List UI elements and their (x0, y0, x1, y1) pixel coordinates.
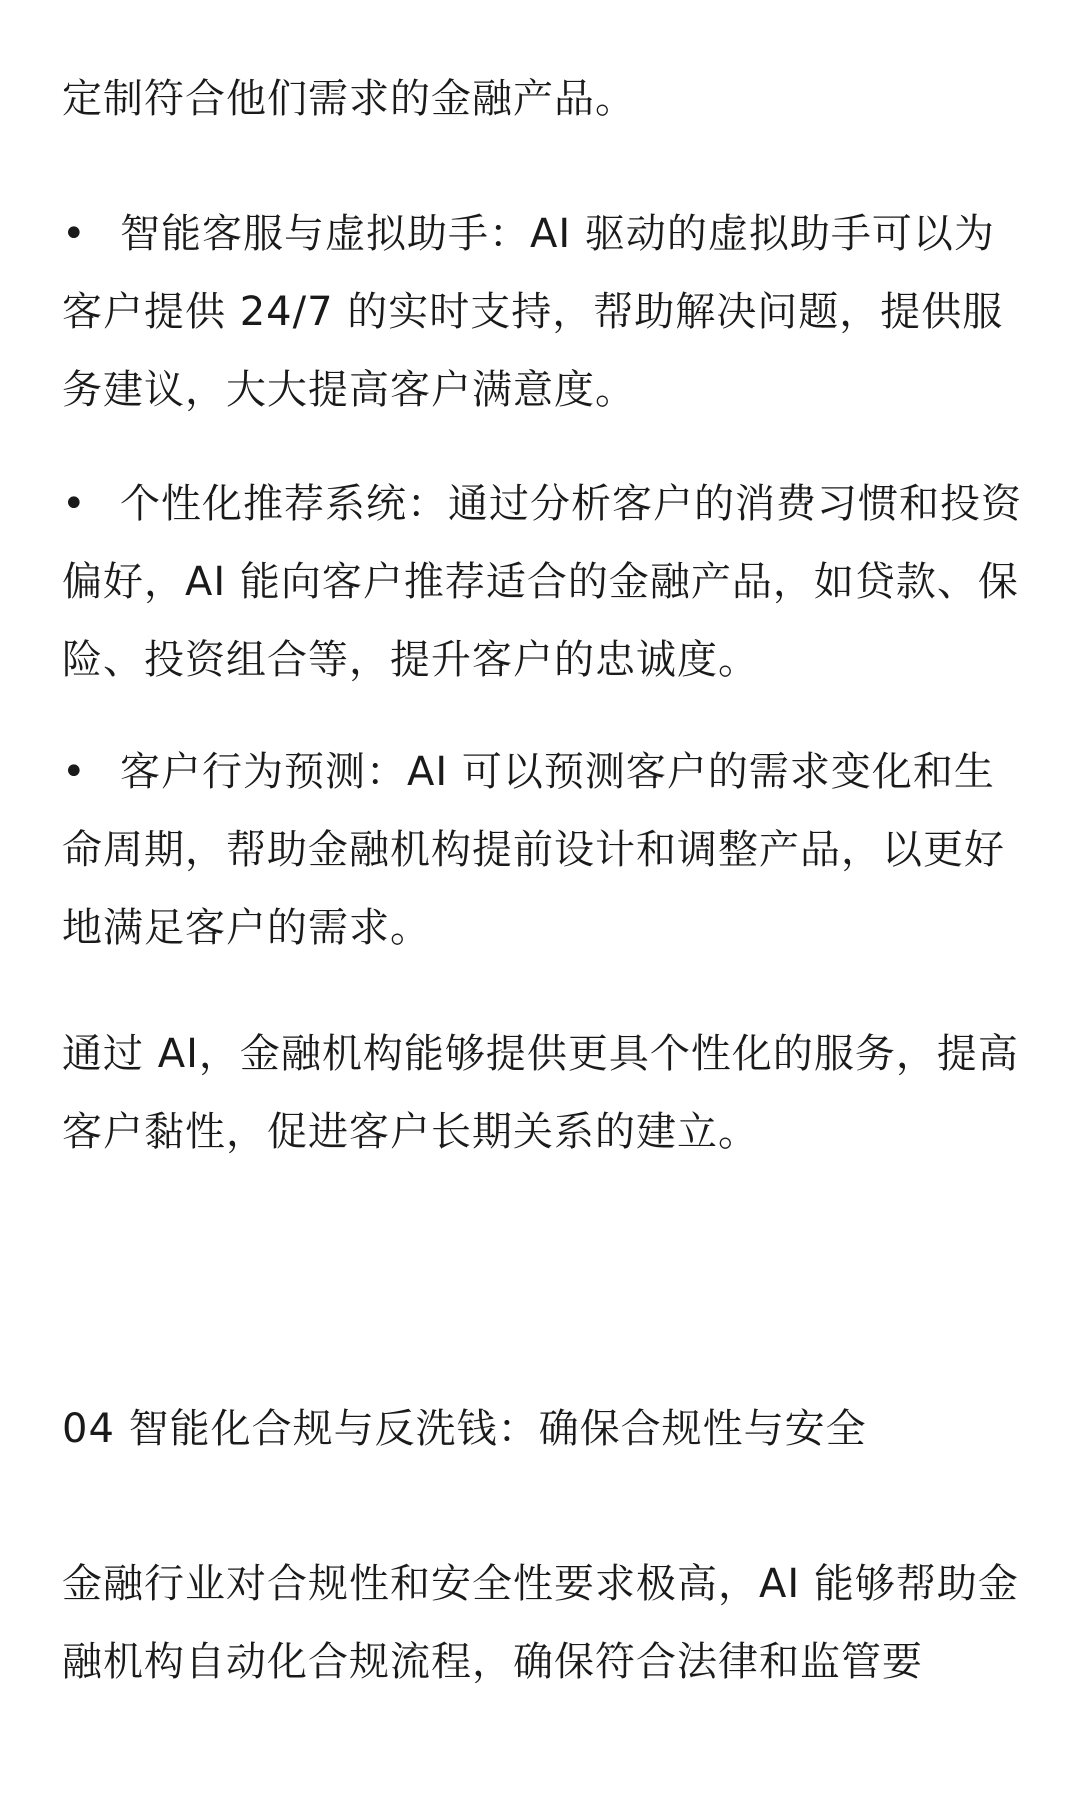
intro-tail-paragraph: 定制符合他们需求的金融产品。 (62, 76, 636, 122)
section-heading: 04 智能化合规与反洗钱：确保合规性与安全 (62, 1406, 867, 1452)
bullet-dot-icon: • (62, 211, 87, 257)
bullet-text: 客户行为预测：AI 可以预测客户的需求变化和生命周期，帮助金融机构提前设计和调整产品，以更好地满足客户的需求。 (62, 749, 1005, 951)
bullet-item-recommendation (62, 465, 1022, 699)
bullet-dot-icon: • (62, 481, 87, 527)
summary-paragraph: 通过 AI，金融机构能够提供更具个性化的服务，提高客户黏性，促进客户长期关系的建立。 (62, 1031, 1019, 1155)
bullet-dot-icon: • (62, 749, 87, 795)
bullet-text: 智能客服与虚拟助手：AI 驱动的虚拟助手可以为客户提供 24/7 的实时支持，帮助解决问题，提供服务建议，大大提高客户满意度。 (62, 211, 1004, 413)
bullet-item-customer-service (62, 195, 1022, 429)
section-body-paragraph: 金融行业对合规性和安全性要求极高，AI 能够帮助金融机构自动化合规流程，确保符合法律和监管要 (62, 1561, 1019, 1685)
bullet-text: 个性化推荐系统：通过分析客户的消费习惯和投资偏好，AI 能向客户推荐适合的金融产品，如贷款、保险、投资组合等，提升客户的忠诚度。 (62, 481, 1022, 683)
bullet-item-behavior-prediction (62, 733, 1022, 967)
